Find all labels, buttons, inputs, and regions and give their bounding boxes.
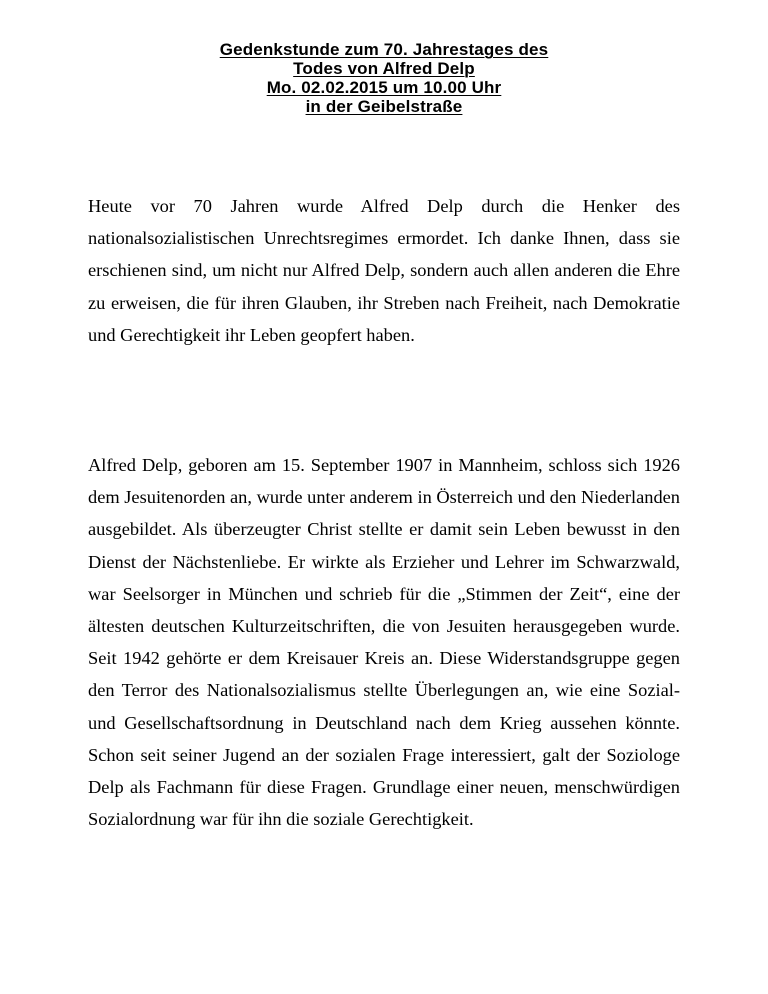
paragraph-intro: Heute vor 70 Jahren wurde Alfred Delp durch die Henker des nationalsozialistischen Unrechtsregimes ermordet. Ich danke Ihnen, dass sie erschienen sind, um nicht nur Alfred Delp, sondern auch allen anderen die Ehre zu erweisen, die für ihren Glauben, ihr Streben nach Freiheit, nach Demokratie und Gerechtigkeit ihr Leben geopfert haben. bbox=[88, 196, 680, 345]
paragraph-biography: Alfred Delp, geboren am 15. September 1907 in Mannheim, schloss sich 1926 dem Jesuitenorden an, wurde unter anderem in Österreich und den Niederlanden ausgebildet. Als überzeugter Christ stellte er damit sein Leben bewusst in den Dienst der Nächstenliebe. Er wirkte als Erzieher und Lehrer im Schwarzwald, war Seelsorger in München und schrieb für die „Stimmen der Zeit“, eine der ältesten deutschen Kulturzeitschriften, die von Jesuiten herausgegeben wurde. Seit 1942 gehörte er dem Kreisauer Kreis an. Diese Widerstandsgruppe gegen den Terror des Nationalsozialismus stellte Überlegungen an, wie eine Sozial- und Gesellschaftsordnung in Deutschland nach dem Krieg aussehen könnte. Schon seit seiner Jugend an der sozialen Frage interessiert, galt der Soziologe Delp als Fachmann für diese Fragen. Grundlage einer neuen, menschwürdigen Sozialordnung war für ihn die soziale Gerechtigkeit. bbox=[88, 455, 680, 830]
heading-line-subtitle: Todes von Alfred Delp bbox=[293, 59, 475, 78]
document-heading bbox=[0, 40, 768, 116]
heading-line-location: in der Geibelstraße bbox=[305, 97, 463, 116]
heading-line-title: Gedenkstunde zum 70. Jahrestages des bbox=[219, 40, 549, 59]
heading-line-date: Mo. 02.02.2015 um 10.00 Uhr bbox=[266, 78, 502, 97]
